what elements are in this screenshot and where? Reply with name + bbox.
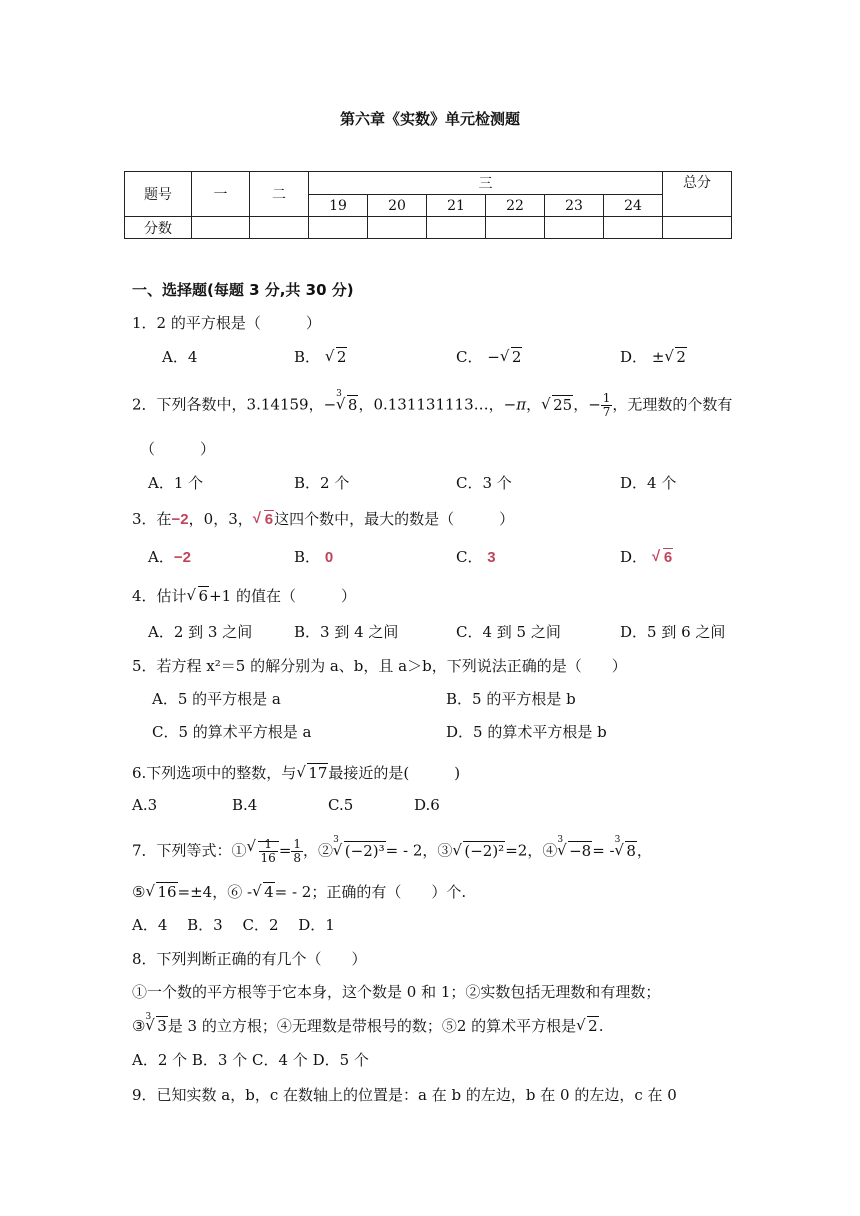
- q2-paren: （ ）: [140, 440, 216, 458]
- q4-option-c: C．4 到 5 之间: [456, 623, 561, 641]
- score-cell[interactable]: [250, 217, 309, 239]
- fraction: $\frac{1}{7}$: [602, 391, 611, 419]
- sqrt-symbol: √ $\frac{1}{16}$: [247, 838, 279, 865]
- q6-option-b: B.4: [232, 796, 258, 814]
- header-part-1: 一: [192, 172, 250, 217]
- score-cell[interactable]: [192, 217, 250, 239]
- sqrt-symbol: √ (−2)²: [452, 842, 505, 860]
- q7-options: A．4 B．3 C．2 D．1: [132, 916, 335, 934]
- q4-stem: 4．估计√ 6+1 的值在（ ）: [132, 585, 356, 606]
- q2-option-c: C．3 个: [456, 474, 512, 492]
- header-q23: 23: [545, 195, 604, 217]
- q4-option-a: A．2 到 3 之间: [148, 623, 253, 641]
- q5-option-a: A．5 的平方根是 a: [152, 690, 281, 708]
- header-q22: 22: [486, 195, 545, 217]
- q3-stem: 3．在−2，0，3，√ 6这四个数中，最大的数是（ ）: [132, 508, 514, 529]
- sqrt-symbol: √ 16: [145, 883, 177, 901]
- cbrt-symbol: √ (−2)³: [333, 842, 386, 860]
- cbrt-symbol: √ 3: [145, 1017, 168, 1035]
- score-table: [124, 171, 732, 239]
- q1-option-a: A．4: [162, 348, 198, 366]
- q9-stem: 9．已知实数 a，b，c 在数轴上的位置是：a 在 b 的左边，b 在 0 的左边，c 在 0: [132, 1086, 677, 1104]
- sqrt-symbol: √ 6: [187, 587, 210, 605]
- q7-line1: 7．下列等式：① √ $\frac{1}{16}$ = $\frac{1}{8}$ ，②$^3$√ (−2)³= - 2，③√ (−2)²=2，④$^3$√ −8= -$^3$√ 8，: [132, 838, 652, 865]
- header-q24: 24: [604, 195, 663, 217]
- sqrt-symbol: √ 2: [500, 348, 523, 366]
- cbrt-symbol: √ 8: [614, 842, 637, 860]
- q2-stem: 2．下列各数中，3.14159，−$^3$√ 8，0.131131113…，−π，√ 25，− $\frac{1}{7}$ ，无理数的个数有: [132, 392, 732, 419]
- q2-option-d: D．4 个: [620, 474, 677, 492]
- q3-option-d: D． √ 6: [620, 546, 673, 567]
- sqrt-symbol: √ 17: [296, 764, 328, 782]
- q8-options: A．2 个 B．3 个 C．4 个 D．5 个: [132, 1051, 369, 1069]
- cbrt-symbol: √ 8: [336, 396, 359, 414]
- q3-option-b: B． 0: [294, 548, 334, 566]
- q6-option-d: D.6: [414, 796, 440, 814]
- score-cell[interactable]: [545, 217, 604, 239]
- header-q21: 21: [427, 195, 486, 217]
- q6-option-c: C.5: [328, 796, 354, 814]
- header-q19: 19: [309, 195, 368, 217]
- score-cell[interactable]: [486, 217, 545, 239]
- score-cell[interactable]: [368, 217, 427, 239]
- q5-option-b: B．5 的平方根是 b: [446, 690, 576, 708]
- cbrt-symbol: √ −8: [557, 842, 592, 860]
- score-cell[interactable]: [309, 217, 368, 239]
- header-part-3: 三: [309, 172, 663, 195]
- sqrt-symbol: √ 2: [576, 1017, 599, 1035]
- q8-stem: 8．下列判断正确的有几个（ ）: [132, 950, 367, 968]
- q3-option-c: C． 3: [456, 548, 496, 566]
- score-cell[interactable]: [663, 217, 732, 239]
- score-cell[interactable]: [427, 217, 486, 239]
- q5-option-c: C．5 的算术平方根是 a: [152, 723, 312, 741]
- q5-option-d: D．5 的算术平方根是 b: [446, 723, 607, 741]
- q7-line2: ⑤√ 16=±4，⑥ -√ 4= - 2；正确的有（ ）个.: [132, 881, 466, 902]
- sqrt-symbol: √ 2: [664, 348, 687, 366]
- header-total: 总分: [663, 172, 732, 217]
- q8-line2: ③$^3$√ 3是 3 的立方根；④无理数是带根号的数；⑤2 的算术平方根是√ 2.: [132, 1015, 603, 1036]
- q5-stem: 5．若方程 x²＝5 的解分别为 a、b，且 a＞b，下列说法正确的是（ ）: [132, 657, 627, 675]
- q1-option-d: D． ±√ 2: [620, 346, 687, 367]
- q2-option-a: A．1 个: [148, 474, 204, 492]
- header-question-no: 题号: [125, 172, 192, 217]
- sqrt-symbol: √ 6: [253, 511, 274, 528]
- q4-option-b: B．3 到 4 之间: [294, 623, 399, 641]
- sqrt-symbol: √ 6: [652, 549, 673, 566]
- q1-option-b: B． √ 2: [294, 346, 347, 367]
- page-title: 第六章《实数》单元检测题: [339, 110, 520, 128]
- q3-option-a: A．−2: [148, 548, 191, 566]
- section-heading: 一、选择题(每题 3 分,共 30 分): [132, 281, 354, 299]
- header-part-2: 二: [250, 172, 309, 217]
- score-cell[interactable]: [604, 217, 663, 239]
- score-label: 分数: [125, 217, 192, 239]
- q4-option-d: D．5 到 6 之间: [620, 623, 726, 641]
- header-q20: 20: [368, 195, 427, 217]
- q8-line1: ①一个数的平方根等于它本身，这个数是 0 和 1；②实数包括无理数和有理数；: [132, 983, 661, 1001]
- sqrt-symbol: √ 4: [252, 883, 275, 901]
- sqrt-symbol: √ 2: [325, 348, 348, 366]
- q1-stem: 1．2 的平方根是（ ）: [132, 314, 321, 332]
- sqrt-symbol: √ 25: [541, 396, 573, 414]
- q2-option-b: B．2 个: [294, 474, 350, 492]
- q6-option-a: A.3: [132, 796, 158, 814]
- q6-stem: 6.下列选项中的整数，与√ 17最接近的是( ): [132, 762, 460, 783]
- q1-option-c: C． −√ 2: [456, 346, 522, 367]
